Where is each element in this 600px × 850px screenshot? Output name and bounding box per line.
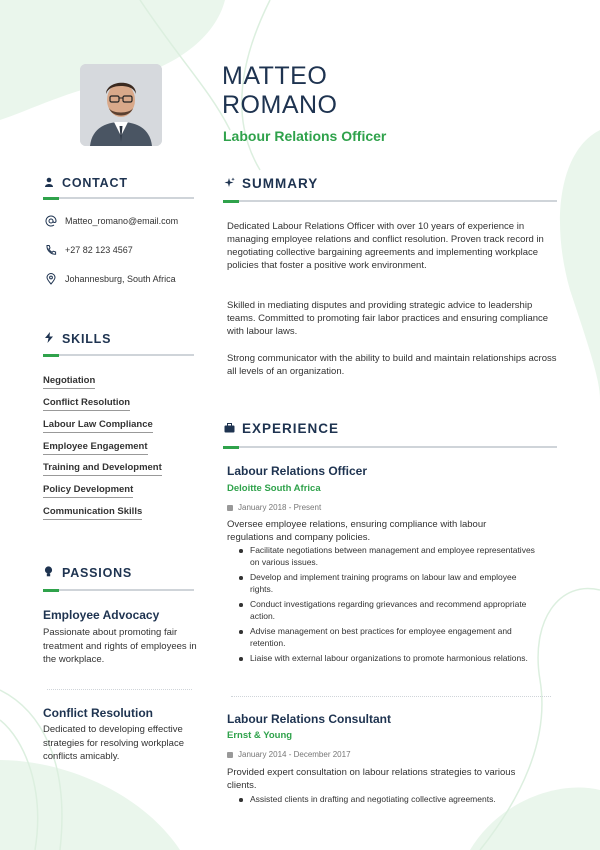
job-description: Oversee employee relations, ensuring compliance with labour regulations and company policies. xyxy=(227,519,487,543)
job-date xyxy=(227,750,351,759)
lightning-icon xyxy=(44,332,56,346)
experience-heading xyxy=(224,421,339,436)
contact-location xyxy=(45,273,176,285)
skill-item: Communication Skills xyxy=(43,506,142,520)
skill-item: Conflict Resolution xyxy=(43,397,130,411)
at-icon xyxy=(45,215,57,227)
briefcase-icon xyxy=(224,423,236,436)
job-company: Deloitte South Africa xyxy=(227,483,321,494)
bullet-item: Assisted clients in drafting and negotiating collective agreements. xyxy=(237,794,557,806)
last-name: ROMANO xyxy=(222,91,338,119)
phone-icon xyxy=(45,244,57,256)
job-title: Labour Relations Consultant xyxy=(227,712,392,726)
job-title: Labour Relations Officer xyxy=(227,464,368,478)
passions-divider xyxy=(43,589,194,591)
phone-text: +27 82 123 4567 xyxy=(65,245,133,255)
skills-title: SKILLS xyxy=(62,332,112,346)
bullet-item: Facilitate negotiations between management and employee representatives on various issues. xyxy=(237,545,537,568)
summary-paragraph: Skilled in mediating disputes and providing strategic advice to leadership teams. Committed to promoting fair labor practices and ensuring compliance with labour laws. xyxy=(227,300,549,337)
full-name xyxy=(222,62,338,120)
summary-paragraph: Strong communicator with the ability to build and maintain relationships across all levels of an organization. xyxy=(227,353,557,377)
lightbulb-icon xyxy=(44,566,56,580)
passion-title: Conflict Resolution xyxy=(43,706,153,720)
bullet-item: Conduct investigations regarding grievances and recommend appropriate action. xyxy=(237,599,537,622)
job-date xyxy=(227,503,321,512)
job-role: Labour Relations Officer xyxy=(223,128,387,144)
job-separator xyxy=(231,696,551,697)
summary-title: SUMMARY xyxy=(242,176,319,191)
bullet-item: Advise management on best practices for employee engagement and retention. xyxy=(237,626,537,649)
passion-separator xyxy=(47,689,192,690)
contact-heading xyxy=(44,176,128,190)
profile-photo xyxy=(80,64,162,146)
calendar-icon xyxy=(227,752,233,758)
job-company: Ernst & Young xyxy=(227,730,293,741)
passion-description: Dedicated to developing effective strategies for resolving workplace conflicts amicably. xyxy=(43,724,184,762)
email-text: Matteo_romano@email.com xyxy=(65,216,179,226)
job-date-text: January 2018 - Present xyxy=(238,503,322,512)
passions-heading xyxy=(44,566,132,580)
experience-divider xyxy=(223,446,557,448)
calendar-icon xyxy=(227,505,233,511)
person-icon xyxy=(44,177,56,190)
job-date-text: January 2014 - December 2017 xyxy=(238,750,351,759)
location-pin-icon xyxy=(45,273,57,285)
passion-description: Passionate about promoting fair treatment and rights of employees in the workplace. xyxy=(43,627,197,665)
contact-title: CONTACT xyxy=(62,176,128,190)
job-bullets xyxy=(237,794,557,810)
summary-paragraph: Dedicated Labour Relations Officer with over 10 years of experience in managing employee relations and conflict resolution. Proven track record in negotiating collective bargaining agreements and implementing workplace policies that foster a positive work environment. xyxy=(227,221,544,271)
location-text: Johannesburg, South Africa xyxy=(65,274,176,284)
skills-heading xyxy=(44,332,111,346)
contact-phone[interactable] xyxy=(45,244,133,256)
skill-item: Negotiation xyxy=(43,375,95,389)
skills-divider xyxy=(43,354,194,356)
job-bullets xyxy=(237,545,537,669)
contact-divider xyxy=(43,197,194,199)
first-name: MATTEO xyxy=(222,62,328,90)
skill-item: Labour Law Compliance xyxy=(43,419,153,433)
passion-title: Employee Advocacy xyxy=(43,608,160,622)
passions-title: PASSIONS xyxy=(62,566,133,580)
skill-item: Employee Engagement xyxy=(43,441,148,455)
bullet-item: Develop and implement training programs on labour law and employee rights. xyxy=(237,572,537,595)
summary-heading xyxy=(224,176,318,191)
sparkle-icon xyxy=(224,177,236,191)
experience-title: EXPERIENCE xyxy=(242,421,340,436)
contact-email[interactable] xyxy=(45,215,178,227)
job-description: Provided expert consultation on labour relations strategies to various clients. xyxy=(227,767,516,791)
skill-item: Training and Development xyxy=(43,462,162,476)
skill-item: Policy Development xyxy=(43,484,133,498)
summary-divider xyxy=(223,200,557,202)
bullet-item: Liaise with external labour organizations to promote harmonious relations. xyxy=(237,653,537,665)
